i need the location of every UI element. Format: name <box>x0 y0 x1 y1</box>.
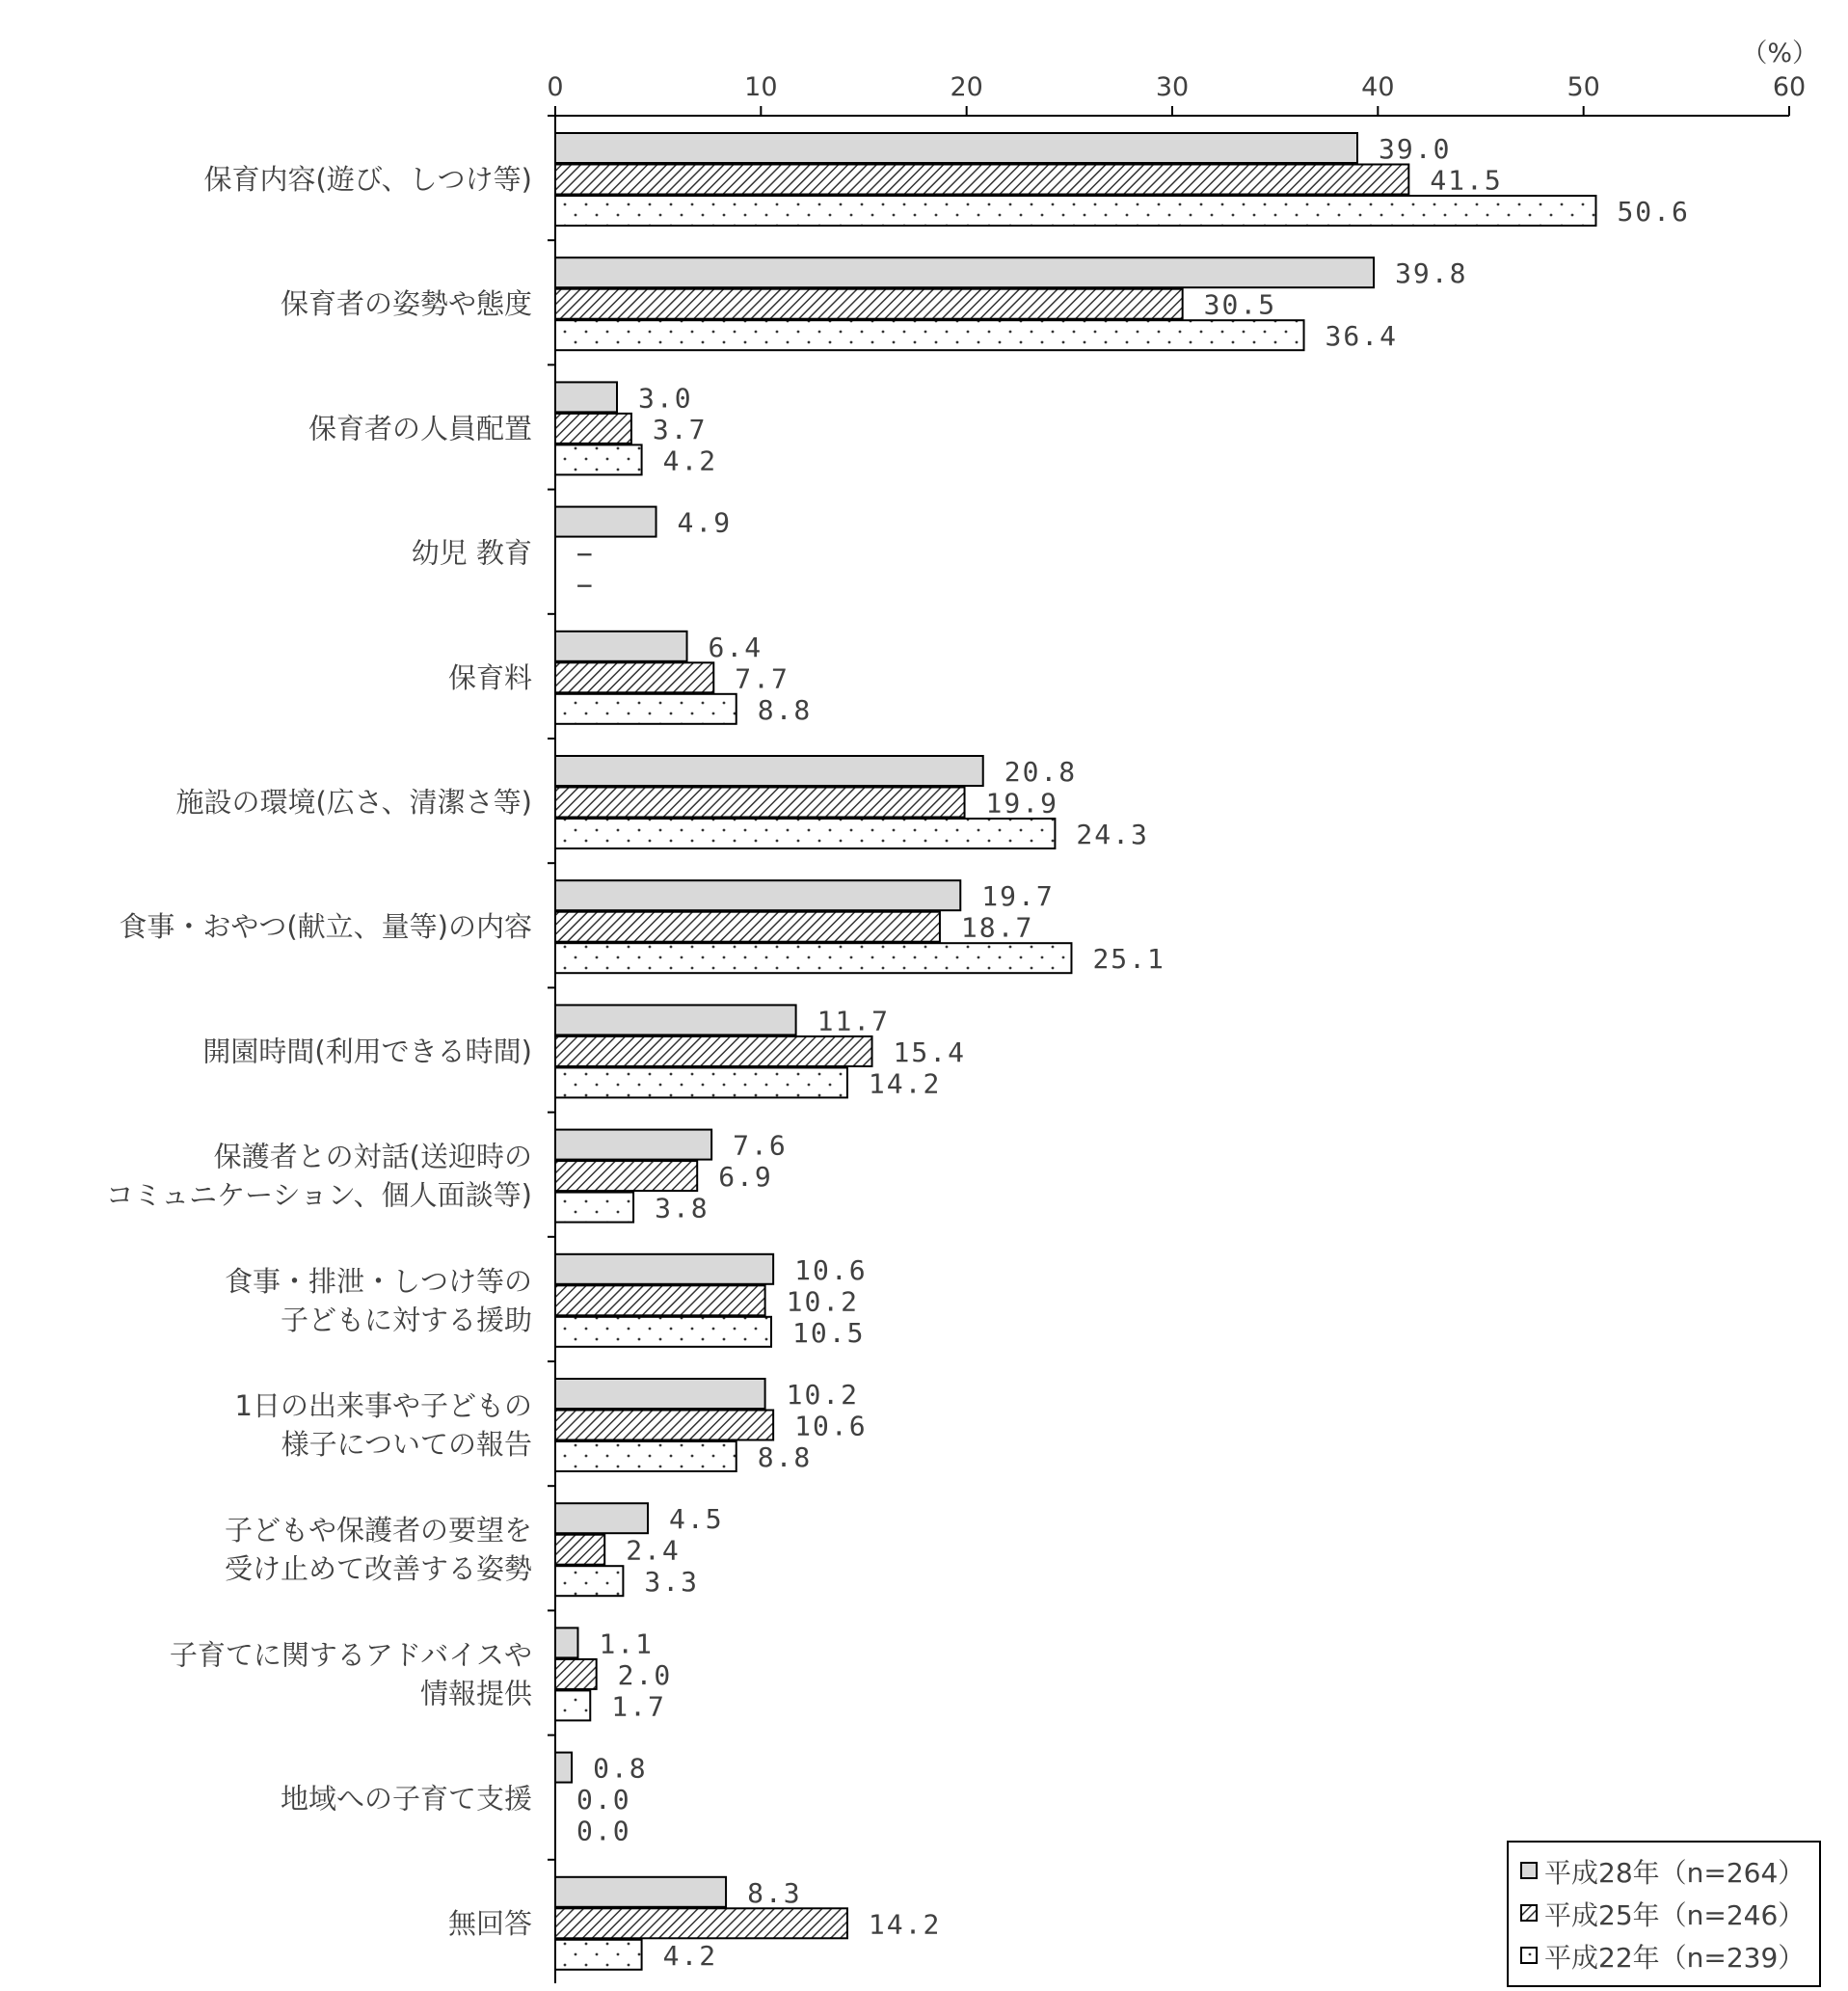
labels-layer <box>106 133 1690 1972</box>
bar <box>555 756 983 786</box>
data-label: 30.5 <box>1203 288 1277 321</box>
bar <box>555 1628 577 1657</box>
bar <box>555 1161 697 1191</box>
bar <box>555 1753 572 1783</box>
bar <box>555 943 1071 973</box>
data-label: 10.6 <box>794 1410 868 1442</box>
bar <box>555 1379 765 1409</box>
category-label: 情報提供 <box>419 1677 532 1710</box>
legend-entry: 平成22年（n=239） <box>1544 1942 1806 1974</box>
data-label: 25.1 <box>1092 943 1165 976</box>
category-label: 地域への子育て支援 <box>280 1782 532 1816</box>
data-label: 4.5 <box>669 1503 724 1536</box>
bar <box>555 662 713 692</box>
data-label: 7.6 <box>733 1129 788 1162</box>
data-label: 14.2 <box>868 1067 942 1100</box>
data-label: 14.2 <box>868 1908 942 1941</box>
bar <box>555 819 1055 848</box>
x-tick-label: 0 <box>547 72 564 102</box>
data-label: 3.3 <box>644 1566 699 1599</box>
data-label: 4.2 <box>662 444 718 477</box>
data-label: 8.8 <box>757 1441 813 1473</box>
data-label: 4.2 <box>662 1939 718 1972</box>
bar <box>555 444 642 474</box>
category-label: 食事・排泄・しつけ等の <box>224 1264 532 1298</box>
category-label: 保育内容(遊び、しつけ等) <box>203 163 532 196</box>
data-label: 0.8 <box>593 1752 648 1785</box>
category-label: 1日の出来事や子どもの <box>234 1389 532 1422</box>
data-label: 3.7 <box>652 413 708 445</box>
data-label: 39.8 <box>1395 257 1468 290</box>
category-label: 施設の環境(広さ、清潔さ等) <box>175 786 532 819</box>
category-label: 子どもや保護者の要望を <box>224 1514 532 1547</box>
category-label: 保育者の人員配置 <box>308 412 532 445</box>
data-label: 8.3 <box>747 1876 802 1909</box>
x-tick-label: 20 <box>950 72 983 102</box>
data-label: 36.4 <box>1325 320 1398 353</box>
unit-label: （%） <box>1741 39 1818 68</box>
x-tick-label: 40 <box>1361 72 1395 102</box>
category-label: 保育者の姿勢や態度 <box>280 287 532 321</box>
data-label: 4.9 <box>677 506 733 539</box>
bar <box>555 1441 737 1471</box>
category-label: 子育てに関するアドバイスや <box>169 1638 532 1672</box>
x-tick-label: 60 <box>1772 72 1807 102</box>
data-label: 10.2 <box>786 1379 860 1411</box>
bar <box>555 1535 604 1565</box>
bar <box>555 694 737 724</box>
bar <box>555 1130 711 1160</box>
bar <box>555 1908 847 1938</box>
x-tick-label: 30 <box>1155 72 1190 102</box>
category-label: 幼児 教育 <box>411 536 532 570</box>
bar <box>555 1005 796 1035</box>
bar <box>555 257 1374 287</box>
bar <box>555 382 617 412</box>
bar <box>555 320 1304 350</box>
data-label: 6.9 <box>718 1161 773 1194</box>
data-label: 6.4 <box>708 631 763 663</box>
data-label: 39.0 <box>1379 133 1452 165</box>
legend-entry: 平成28年（n=264） <box>1544 1857 1806 1889</box>
data-label: 8.8 <box>757 693 813 726</box>
bar <box>555 1285 765 1315</box>
bar <box>555 1940 642 1970</box>
data-label: 24.3 <box>1076 819 1149 850</box>
bar <box>555 1317 771 1347</box>
bar <box>555 632 687 661</box>
legend <box>1508 1842 1820 1986</box>
bar <box>555 1877 726 1907</box>
category-label: 無回答 <box>447 1906 532 1940</box>
data-label: 50.6 <box>1617 196 1690 228</box>
category-label: 受け止めて改善する姿勢 <box>224 1552 532 1586</box>
bar <box>555 1254 773 1284</box>
data-label: 10.5 <box>792 1316 866 1349</box>
legend-swatch <box>1521 1948 1537 1963</box>
legend-swatch <box>1521 1905 1537 1921</box>
data-label: 41.5 <box>1430 164 1503 197</box>
bars-layer <box>555 133 1595 1970</box>
bar <box>555 1659 597 1689</box>
category-label: 様子についての報告 <box>281 1428 532 1461</box>
data-label: 15.4 <box>893 1036 966 1068</box>
data-label: 19.7 <box>981 880 1055 913</box>
bar <box>555 788 965 818</box>
legend-entry: 平成25年（n=246） <box>1544 1899 1806 1931</box>
data-label: 10.2 <box>786 1285 860 1318</box>
data-label: 1.7 <box>611 1690 666 1723</box>
bar <box>555 133 1357 163</box>
category-label: 保育料 <box>447 660 532 694</box>
bar <box>555 1503 648 1533</box>
bar <box>555 1036 872 1066</box>
data-label: 18.7 <box>960 911 1034 944</box>
bar <box>555 165 1408 195</box>
x-tick-label: 10 <box>744 72 778 102</box>
bar <box>555 1690 590 1720</box>
category-label: 開園時間(利用できる時間) <box>202 1035 532 1068</box>
data-label: 10.6 <box>794 1253 868 1286</box>
data-label: 11.7 <box>817 1005 891 1037</box>
data-label: 3.0 <box>638 382 693 415</box>
data-label: 19.9 <box>985 787 1058 820</box>
bar <box>555 1411 773 1440</box>
category-label: 保護者との対話(送迎時の <box>213 1140 532 1173</box>
category-label: 食事・おやつ(献立、量等)の内容 <box>119 910 532 944</box>
bar <box>555 507 656 537</box>
bar <box>555 1193 633 1223</box>
bar <box>555 912 940 942</box>
data-label: 1.1 <box>599 1628 655 1660</box>
bar <box>555 289 1183 319</box>
data-label: 3.8 <box>655 1192 710 1224</box>
legend-swatch <box>1521 1863 1537 1878</box>
bar <box>555 414 631 444</box>
data-label: − <box>576 569 595 602</box>
bar <box>555 196 1595 226</box>
bar <box>555 1067 847 1097</box>
data-label: 0.0 <box>576 1815 631 1847</box>
x-tick-label: 50 <box>1567 72 1600 102</box>
bar <box>555 880 960 910</box>
data-label: 7.7 <box>735 662 790 695</box>
data-label: 2.4 <box>626 1534 681 1567</box>
bar <box>555 1566 623 1596</box>
data-label: 20.8 <box>1004 756 1078 788</box>
category-label: コミュニケーション、個人面談等) <box>105 1178 532 1212</box>
data-label: − <box>576 538 595 571</box>
category-label: 子どもに対する援助 <box>280 1303 532 1336</box>
data-label: 2.0 <box>617 1658 673 1691</box>
data-label: 0.0 <box>576 1784 631 1816</box>
